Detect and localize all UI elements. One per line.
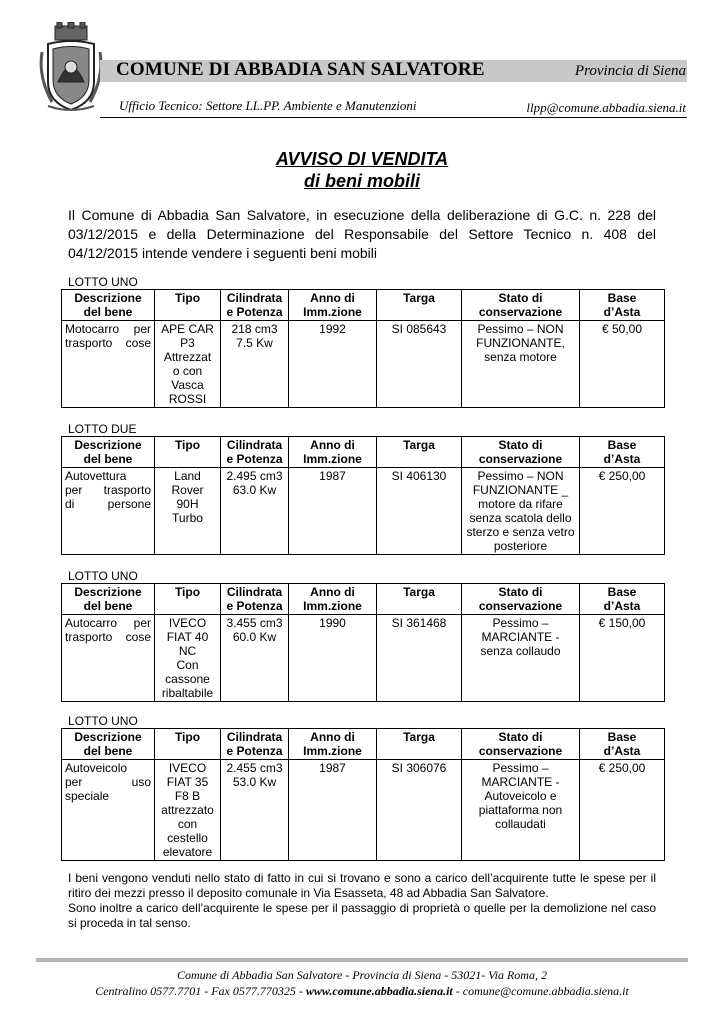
column-header-stato bbox=[462, 437, 580, 468]
column-header-anno bbox=[289, 290, 377, 321]
cell-stato bbox=[462, 615, 580, 702]
header-line: d’Asta bbox=[603, 305, 641, 319]
cell-line: trasporto cose bbox=[65, 630, 151, 644]
cell-line: FIAT 40 bbox=[166, 630, 209, 644]
cell-base: € 250,00 bbox=[580, 468, 665, 555]
cell-line: con bbox=[177, 817, 198, 831]
header-line: Anno di bbox=[310, 585, 355, 599]
cell-line: ROSSI bbox=[168, 392, 207, 406]
header-line: Stato di bbox=[498, 730, 543, 744]
cell-tipo bbox=[155, 468, 221, 555]
cell-line: sterzo e senza vetro bbox=[466, 525, 575, 539]
cell-line: Motocarro per bbox=[65, 322, 151, 336]
header-line: Imm.zione bbox=[303, 744, 362, 758]
cell-tipo bbox=[155, 321, 221, 408]
cell-tipo bbox=[155, 760, 221, 861]
column-header-cilindrata bbox=[221, 437, 289, 468]
cell-line: Autoveicolo e bbox=[484, 789, 557, 803]
column-header-base bbox=[580, 437, 665, 468]
column-header-cilindrata bbox=[221, 584, 289, 615]
column-header-cilindrata bbox=[221, 729, 289, 760]
column-header-cilindrata bbox=[221, 290, 289, 321]
table-row bbox=[62, 615, 665, 702]
comune-crest-logo bbox=[38, 22, 104, 114]
cell-line: senza scatola dello bbox=[469, 511, 572, 525]
column-header-tipo: Tipo bbox=[155, 437, 221, 468]
cell-line: per uso bbox=[65, 775, 151, 789]
header-line: Stato di bbox=[498, 438, 543, 452]
table-header-row bbox=[62, 729, 665, 760]
header-line: del bene bbox=[83, 599, 133, 613]
column-header-targa: Targa bbox=[377, 437, 462, 468]
table-row bbox=[62, 760, 665, 861]
column-header-targa: Targa bbox=[377, 290, 462, 321]
header-line: Base bbox=[607, 291, 637, 305]
cell-line: posteriore bbox=[493, 539, 548, 553]
cell-line: senza motore bbox=[484, 350, 557, 364]
cell-descrizione bbox=[62, 468, 155, 555]
column-header-stato bbox=[462, 729, 580, 760]
column-header-stato bbox=[462, 584, 580, 615]
column-header-anno bbox=[289, 584, 377, 615]
cell-line: Autovettura bbox=[65, 469, 127, 483]
cell-line: 7.5 Kw bbox=[236, 336, 273, 350]
cell-stato bbox=[462, 760, 580, 861]
header-line: Cilindrata bbox=[226, 730, 283, 744]
header-line: del bene bbox=[83, 744, 133, 758]
cell-line: MARCIANTE - bbox=[481, 775, 560, 789]
table-header-row bbox=[62, 290, 665, 321]
column-header-anno bbox=[289, 437, 377, 468]
footer-website[interactable]: www.comune.abbadia.siena.it bbox=[305, 984, 453, 998]
cell-line: 2.455 cm3 bbox=[226, 761, 283, 775]
column-header-descrizione bbox=[62, 584, 155, 615]
document-title bbox=[0, 148, 724, 192]
cell-line: 90H bbox=[176, 497, 199, 511]
header-line: del bene bbox=[83, 452, 133, 466]
column-header-targa: Targa bbox=[377, 584, 462, 615]
cell-line: senza collaudo bbox=[480, 644, 561, 658]
column-header-base bbox=[580, 584, 665, 615]
cell-anno: 1987 bbox=[289, 760, 377, 861]
column-header-base bbox=[580, 729, 665, 760]
table-row bbox=[62, 321, 665, 408]
lot-label: LOTTO UNO bbox=[68, 714, 138, 728]
header-line: d’Asta bbox=[603, 452, 641, 466]
cell-cilindrata bbox=[221, 760, 289, 861]
cell-anno: 1990 bbox=[289, 615, 377, 702]
provincia: Provincia di Siena bbox=[574, 63, 686, 79]
cell-line: F8 B bbox=[174, 789, 201, 803]
cell-line: di persone bbox=[65, 497, 151, 511]
footer-address: Comune di Abbadia San Salvatore - Provincia di Siena - 53021- Via Roma, 2 bbox=[177, 968, 547, 982]
cell-anno: 1987 bbox=[289, 468, 377, 555]
cell-line: FUNZIONANTE _ bbox=[472, 483, 569, 497]
cell-line: P3 bbox=[180, 336, 195, 350]
cell-line: o con bbox=[172, 364, 203, 378]
header-line: Base bbox=[607, 730, 637, 744]
cell-line: 63.0 Kw bbox=[232, 483, 277, 497]
cell-line: 218 cm3 bbox=[231, 322, 278, 336]
header-line: Cilindrata bbox=[226, 585, 283, 599]
header-line: Anno di bbox=[310, 291, 355, 305]
header-line: Stato di bbox=[498, 291, 543, 305]
header-line: conservazione bbox=[478, 744, 563, 758]
cell-base: € 250,00 bbox=[580, 760, 665, 861]
header-line: Anno di bbox=[310, 730, 355, 744]
cell-line: piattaforma non bbox=[478, 803, 563, 817]
cell-line: 2.495 cm3 bbox=[226, 469, 283, 483]
column-header-descrizione bbox=[62, 437, 155, 468]
cell-line: Pessimo – bbox=[492, 616, 549, 630]
cell-line: IVECO bbox=[168, 761, 207, 775]
cell-tipo bbox=[155, 615, 221, 702]
closing-paragraph-2: Sono inoltre a carico dell’acquirente le spese per il passaggio di proprietà o quelle per la demolizione nel caso si proceda in tal senso. bbox=[68, 901, 656, 930]
footer-phone-fax: Centralino 0577.7701 - Fax 0577.770325 - bbox=[95, 984, 306, 998]
cell-line: Pessimo – NON bbox=[477, 322, 564, 336]
column-header-tipo: Tipo bbox=[155, 290, 221, 321]
cell-targa: SI 306076 bbox=[377, 760, 462, 861]
lot-label: LOTTO DUE bbox=[68, 422, 137, 436]
cell-descrizione bbox=[62, 321, 155, 408]
cell-line: Turbo bbox=[172, 511, 203, 525]
cell-line: 3.455 cm3 bbox=[226, 616, 283, 630]
cell-anno: 1992 bbox=[289, 321, 377, 408]
cell-line: Attrezzat bbox=[163, 350, 212, 364]
lot-table bbox=[61, 289, 665, 408]
header-line: e Potenza bbox=[226, 599, 283, 613]
cell-line: FIAT 35 bbox=[166, 775, 209, 789]
cell-line: Autocarro per bbox=[65, 616, 151, 630]
header-email[interactable]: llpp@comune.abbadia.siena.it bbox=[526, 100, 686, 115]
cell-line: Rover bbox=[171, 483, 204, 497]
footer-divider bbox=[36, 958, 688, 962]
cell-line: elevatore bbox=[162, 845, 213, 859]
cell-targa: SI 406130 bbox=[377, 468, 462, 555]
closing-text bbox=[68, 871, 656, 931]
footer-email[interactable]: comune@comune.abbadia.siena.it bbox=[462, 984, 629, 998]
cell-line: Autoveicolo bbox=[65, 761, 128, 775]
lot-table bbox=[61, 583, 665, 702]
cell-line: collaudati bbox=[495, 817, 546, 831]
header-line: conservazione bbox=[478, 305, 563, 319]
column-header-descrizione bbox=[62, 729, 155, 760]
cell-cilindrata bbox=[221, 615, 289, 702]
title-line-1: AVVISO DI VENDITA bbox=[275, 149, 449, 169]
cell-line: speciale bbox=[65, 789, 110, 803]
lot-table bbox=[61, 436, 665, 555]
column-header-tipo: Tipo bbox=[155, 584, 221, 615]
lot-label: LOTTO UNO bbox=[68, 569, 138, 583]
title-line-2: di beni mobili bbox=[304, 171, 420, 191]
cell-descrizione bbox=[62, 760, 155, 861]
header-line: Imm.zione bbox=[303, 599, 362, 613]
cell-line: cassone bbox=[165, 672, 210, 686]
cell-stato bbox=[462, 321, 580, 408]
cell-line: MARCIANTE - bbox=[481, 630, 560, 644]
lot-label: LOTTO UNO bbox=[68, 275, 138, 289]
intro-paragraph: Il Comune di Abbadia San Salvatore, in esecuzione della deliberazione di G.C. n. 228 del 03/12/2015 e della Determinazione del Responsabile del Settore Tecnico n. 408 del 04/12/2015 intende vendere i seguenti beni mobili bbox=[68, 207, 656, 261]
cell-cilindrata bbox=[221, 321, 289, 408]
header-line: d’Asta bbox=[603, 744, 641, 758]
table-row bbox=[62, 468, 665, 555]
column-header-base bbox=[580, 290, 665, 321]
header-line: Descrizione bbox=[74, 438, 142, 452]
header-line: conservazione bbox=[478, 599, 563, 613]
header-line: Anno di bbox=[310, 438, 355, 452]
header-line: Descrizione bbox=[74, 730, 142, 744]
cell-line: Vasca bbox=[171, 378, 204, 392]
header-line: Stato di bbox=[498, 585, 543, 599]
cell-stato bbox=[462, 468, 580, 555]
header-line: Descrizione bbox=[74, 291, 142, 305]
header-line: e Potenza bbox=[226, 305, 283, 319]
cell-line: IVECO bbox=[168, 616, 207, 630]
lot-table bbox=[61, 728, 665, 861]
cell-targa: SI 085643 bbox=[377, 321, 462, 408]
header-line: d’Asta bbox=[603, 599, 641, 613]
cell-cilindrata bbox=[221, 468, 289, 555]
cell-line: 60.0 Kw bbox=[232, 630, 277, 644]
header-line: Base bbox=[607, 438, 637, 452]
cell-line: attrezzato bbox=[161, 803, 214, 817]
cell-base: € 150,00 bbox=[580, 615, 665, 702]
header-line: e Potenza bbox=[226, 452, 283, 466]
header-line: Descrizione bbox=[74, 585, 142, 599]
cell-line: motore da rifare bbox=[478, 497, 563, 511]
cell-line: ribaltabile bbox=[161, 686, 214, 700]
cell-line: trasporto cose bbox=[65, 336, 151, 350]
footer-contacts bbox=[0, 983, 724, 999]
table-header-row bbox=[62, 437, 665, 468]
cell-targa: SI 361468 bbox=[377, 615, 462, 702]
cell-line: Land bbox=[174, 469, 201, 483]
cell-line: APE CAR bbox=[161, 322, 214, 336]
header-line: Cilindrata bbox=[226, 291, 283, 305]
cell-line: 53.0 Kw bbox=[232, 775, 277, 789]
header-line: Imm.zione bbox=[303, 305, 362, 319]
cell-line: Pessimo – NON bbox=[477, 469, 564, 483]
cell-line: cestello bbox=[167, 831, 208, 845]
header-line: conservazione bbox=[478, 452, 563, 466]
cell-line: Con bbox=[176, 658, 199, 672]
header-line: Cilindrata bbox=[226, 438, 283, 452]
header-line: Base bbox=[607, 585, 637, 599]
footer-separator: - bbox=[452, 984, 463, 998]
closing-paragraph-1: I beni vengono venduti nello stato di fatto in cui si trovano e sono a carico dell’acquirente tutte le spese per il ritiro dei mezzi presso il deposito comunale in Via Esasseta, 48 ad Abbadia San Salvatore. bbox=[68, 871, 656, 900]
header-line: Imm.zione bbox=[303, 452, 362, 466]
comune-name: COMUNE DI ABBADIA SAN SALVATORE bbox=[116, 59, 485, 80]
header-line: e Potenza bbox=[226, 744, 283, 758]
cell-line: FUNZIONANTE, bbox=[476, 336, 565, 350]
column-header-targa: Targa bbox=[377, 729, 462, 760]
cell-descrizione bbox=[62, 615, 155, 702]
header-divider bbox=[100, 117, 687, 118]
column-header-descrizione bbox=[62, 290, 155, 321]
cell-base: € 50,00 bbox=[580, 321, 665, 408]
cell-line: per trasporto bbox=[65, 483, 151, 497]
header-line: del bene bbox=[83, 305, 133, 319]
column-header-stato bbox=[462, 290, 580, 321]
cell-line: NC bbox=[178, 644, 197, 658]
table-header-row bbox=[62, 584, 665, 615]
column-header-anno bbox=[289, 729, 377, 760]
cell-line: Pessimo – bbox=[492, 761, 549, 775]
column-header-tipo: Tipo bbox=[155, 729, 221, 760]
ufficio: Ufficio Tecnico: Settore LL.PP. Ambiente e Manutenzioni bbox=[119, 98, 417, 113]
